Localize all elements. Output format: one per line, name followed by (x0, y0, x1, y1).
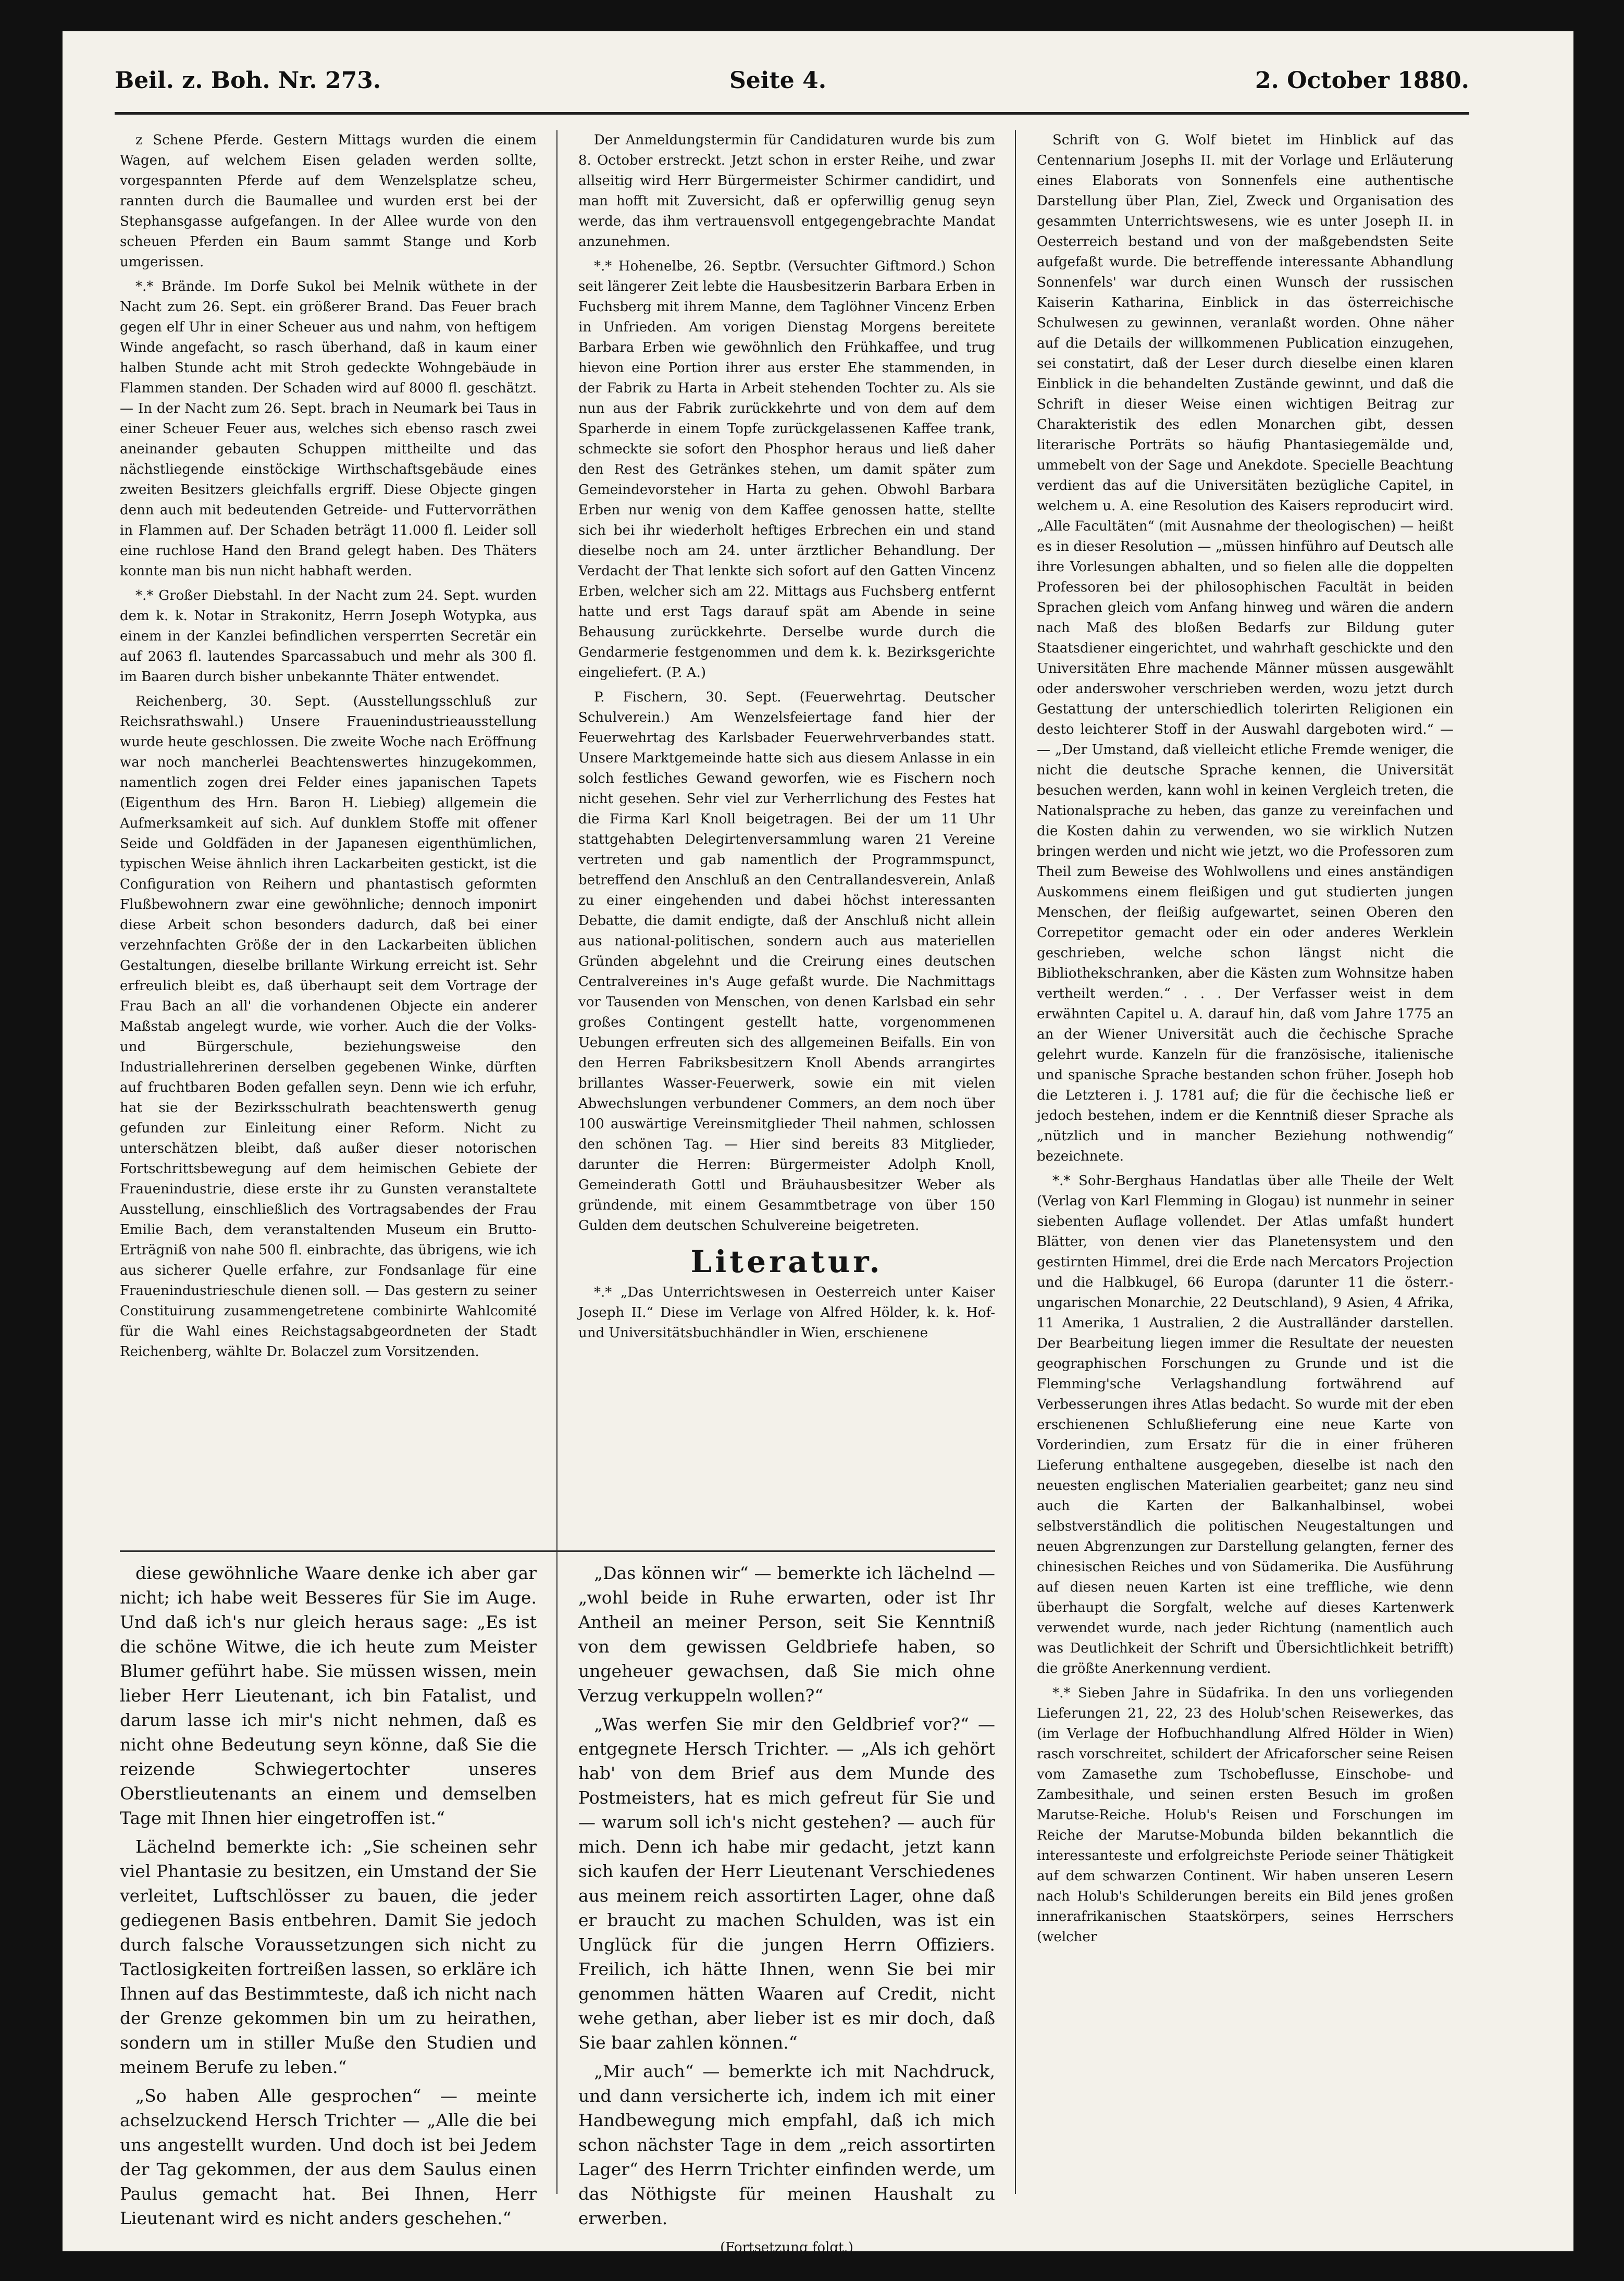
article-reichenberg: Reichenberg, 30. Sept. (Ausstellungsschluß zur Reichsrathswahl.) Unsere Frauenindustrieausstellung wurde heute geschlossen. Die zweite Woche nach Eröffnung war noch mancherlei Beachtenswertes hinzugekommen, namentlich zogen drei Felder eines japanischen Tapets (Eigenthum des Hrn. Baron H. Liebieg) allgemein die Aufmerksamkeit auf sich. Auf dunklem Stoffe mit offener Seide und Goldfäden in der Japanesen eigenthümlichen, typischen Weise ähnlich ihren Lackarbeiten gestickt, ist die Configuration von Reihern und phantastisch geformten Flußbewohnern zwar eine gewöhnliche; dennoch imponirt diese Arbeit schon besonders dadurch, daß bei einer verzehnfachten Größe der in den Lackarbeiten üblichen Gestaltungen, dieselbe brillante Wirkung erreicht ist. Sehr erfreulich bleibt es, daß überhaupt seit dem Vortrage der Frau Bach an all' die vorhandenen Objecte ein anderer Maßstab angelegt wurde, wie vorher. Auch die der Volks- und Bürgerschule, beziehungsweise den Industriallehrerinen derselben gegebenen Winke, dürften auf fruchtbaren Boden gefallen seyn. Denn wie ich erfuhr, hat sie der Bezirksschulrath beachtenswerth genug gefunden zur Einleitung einer Reform. Nicht zu unterschätzen bleibt, daß außer dieser notorischen Fortschrittsbewegung auf dem heimischen Gebiete der Frauenindustrie, diese erste ihr zu Gunsten veranstaltete Ausstellung, einschließlich des Vortragsabendes der Frau Emilie Bach, dem veranstaltenden Museum ein Brutto-Erträgniß von nahe 500 fl. einbrachte, das übrigens, wie ich aus sicherer Quelle erfahre, zur Fondsanlage für eine Frauenindustrieschule dienen soll. — Das gestern zu seiner Constituirung zusammengetretene combinirte Wahlcomité für die Wahl eines Reichstagsabgeordneten der Stadt Reichenberg, wählte Dr. Bolaczel zum Vorsitzenden. (120, 694, 537, 1360)
article-unterrichtswesen-cont: Schrift von G. Wolf bietet im Hinblick auf das Centennarium Josephs II. mit der Vorlage und Erläuterung eines Elaborats von Sonnenfels eine authentische Darstellung über Plan, Ziel, Zweck und Organisation des gesammten Unterrichtswesens, wie es unter Joseph II. in Oesterreich bestand und von der maßgebendsten Seite aufgefaßt wurde. Die betreffende interessante Abhandlung Sonnenfels' war durch einen Wunsch der russischen Kaiserin Katharina, Einblick in das österreichische Schulwesen zu gewinnen, veranlaßt worden. Ohne näher auf die Details der willkommenen Publication einzugehen, sei constatirt, daß der Leser durch dieselbe einen klaren Einblick in die behandelten Zustände gewinnt, und daß die Schrift in dieser Weise einen wichtigen Beitrag zur Charakteristik des edlen Monarchen gibt, dessen literarische Porträts so häufig Phantasiegemälde und, ummebelt von der Sage und Anekdote. Specielle Beachtung verdient das auf die Universitäten bezügliche Capitel, in welchem u. A. eine Resolution des Kaisers reproducirt wird. „Alle Facultäten“ (mit Ausnahme der theologischen) — heißt es in dieser Resolution — „müssen hinführo auf Deutsch alle ihre Vorlesungen abhalten, und so fielen alle die doppelten Professoren bei der philosophischen Facultät in beiden Sprachen gleich vom Anfang hinweg und wären die andern nach Maß des bloßen Bedarfs zur Bildung guter Staatsdiener eingerichtet, und wahrhaft geschickte und den Universitäten Ehre machende Männer müssen ausgewählt oder anderswoher verschrieben werden, wozu jetzt durch Gestattung der unterschiedlich tolerirten Religionen ein desto leichterer Stoff in der Auswahl dargeboten wird.“ — — „Der Umstand, daß vielleicht etliche Fremde weniger, die nicht die deutsche Sprache kennen, die Universität besuchen werden, kann wohl in keinen Vergleich treten, die Nationalsprache zu heben, das ganze zu vereinfachen und die Kosten dahin zu verwenden, wo sie wirklich Nutzen bringen werden und nicht wie jetzt, wo die Professoren zum Theil zum Beweise des Wohlwollens und eines anständigen Auskommens einem fleißigen und gut studierten jungen Menschen, der fleißig aufgewartet, seinen Oberen den Correpetitor gemacht oder ein oder anderes Werklein geschrieben, welche schon längst nicht die Bibliothekschranken, aber die Kästen zum Wohnsitze haben vertheilt werden.“ . . . Der Verfasser weist in dem erwähnten Capitel u. A. darauf hin, daß vom Jahre 1775 an an der Wiener Universität auch die čechische Sprache gelehrt wurde. Kanzeln für die französische, italienische und spanische Sprache bestanden schon früher. Joseph hob die Letzteren i. J. 1781 auf; die für die čechische ließ er jedoch bestehen, indem er die Kenntniß dieser Sprache als „nützlich und in mancher Beziehung nothwendig“ bezeichnete. (1037, 132, 1454, 1164)
header-rule (115, 112, 1469, 115)
article-handatlas: *.* Sohr-Berghaus Handatlas über alle Theile der Welt (Verlag von Karl Flemming in Glogau) ist nunmehr in seiner siebenten Auflage vollendet. Der Atlas umfaßt hundert Blätter, von denen vier das Planetensystem und den gestirnten Himmel, drei die Erde nach Mercators Projection und die Halbkugel, 66 Europa (darunter 11 die österr.-ungarischen Monarchie, 22 Deutschland), 9 Asien, 4 Afrika, 11 Amerika, 1 Australien, 2 die Australländer darstellen. Der Bearbeitung liegen immer die Resultate der neuesten geographischen Forschungen zu Grunde und ist die Flemming'sche Verlagshandlung fortwährend auf Verbesserungen ihres Atlas bedacht. So wurde mit der eben erschienenen Schlußlieferung eine neue Karte von Vorderindien, zum Ersatz für die in einer früheren Lieferung enthaltene ausgegeben, dieselbe ist nach den neuesten englischen Materialien gearbeitet; ganz neu sind auch die Karten der Balkanhalbinsel, wobei selbstverständlich die politischen Neugestaltungen und neuen Abgrenzungen zur Darstellung gelangten, ferner des chinesischen Reiches und von Südamerika. Die Ausführung auf diesen neuen Karten ist eine treffliche, wie denn überhaupt die Sorgfalt, welche auf dieses Kartenwerk verwendet wurde, nach jeder Richtung (namentlich auch was Deutlichkeit der Schrift und Übersichtlichkeit betrifft) die größte Anerkennung verdient. (1037, 1173, 1454, 1676)
header-date: 2. October 1880. (1255, 67, 1469, 94)
column-rule-1 (556, 130, 557, 2194)
feuilleton-left (120, 1561, 537, 2228)
feuilleton-left-p3: „So haben Alle gesprochen“ — meinte achselzuckend Hersch Trichter — „Alle die bei uns angestellt wurden. Und doch ist bei Jedem der Tag gekommen, der aus dem Saulus einen Paulus gemacht hat. Bei Ihnen, Herr Lieutenant wird es nicht anders geschehen.“ (120, 2086, 537, 2228)
article-reichenberg-cont: Der Anmeldungstermin für Candidaturen wurde bis zum 8. October erstreckt. Jetzt schon in erster Reihe, und zwar allseitig wird Herr Bürgermeister Schirmer candidirt, und man hofft mit Zuversicht, daß er opferwillig genug seyn werde, das ihm vertrauensvoll entgegengebrachte Mandat anzunehmen. (578, 132, 995, 250)
header-issue: Beil. z. Boh. Nr. 273. (115, 67, 381, 94)
page-header (115, 55, 1469, 102)
feuilleton-right (578, 1561, 995, 2255)
feuilleton-left-p1: diese gewöhnliche Waare denke ich aber gar nicht; ich habe weit Besseres für Sie im Auge. Und daß ich's nur gleich heraus sage: „Es ist die schöne Witwe, die ich heute zum Meister Blumer geführt habe. Sie müssen wissen, mein lieber Herr Lieutenant, ich bin Fatalist, und darum lasse ich mir's nicht nehmen, daß es nicht ohne Bedeutung seyn könne, daß Sie die reizende Schwiegertochter unseres Oberstlieutenants an einem und demselben Tage mit Ihnen hier eingetroffen ist.“ (120, 1563, 537, 1828)
literatur-heading: Literatur. (690, 1244, 883, 1279)
article-fischern: P. Fischern, 30. Sept. (Feuerwehrtag. Deutscher Schulverein.) Am Wenzelsfeiertage fand hier der Feuerwehrtag des Karlsbader Feuerwehrverbandes statt. Unsere Marktgemeinde hatte sich aus diesem Anlasse in ein solch festliches Gewand geworfen, wie es Fischern noch nicht gesehen. Sehr viel zur Verherrlichung des Festes hat die Firma Karl Knoll beigetragen. Bei der um 11 Uhr stattgehabten Delegirtenversammlung waren 21 Vereine vertreten und gab namentlich der Programmspunct, betreffend den Anschluß an den Centrallandesverein, Anlaß zu einer eingehenden und dabei höchst interessanten Debatte, die damit endigte, daß der Anschluß nicht allein aus national-politischen, sondern auch aus materiellen Gründen abgelehnt und die Creirung eines deutschen Centralvereines in's Auge gefaßt wurde. Die Nachmittags vor Tausenden von Menschen, von denen Karlsbad ein sehr großes Contingent gestellt hatte, vorgenommenen Uebungen erfreuten sich des allgemeinen Beifalls. Ein von den Herren Fabriksbesitzern Knoll Abends arrangirtes brillantes Wasser-Feuerwerk, sowie ein mit vielen Abwechslungen verbundener Commers, an dem noch über 100 auswärtige Vereinsmitglieder Theil nahmen, schlossen den schönen Tag. — Hier sind bereits 83 Mitglieder, darunter die Herren: Bürgermeister Adolph Knoll, Gemeinderath Gottl und Bräuhausbesitzer Weber als gründende, mit einem Gesammtbetrage von über 150 Gulden dem deutschen Schulvereine beigetreten. (578, 689, 995, 1234)
feuilleton-right-p3: „Mir auch“ — bemerkte ich mit Nachdruck, und dann versicherte ich, indem ich mit einer Handbewegung mich empfahl, daß ich mich schon nächster Tage in dem „reich assortirten Lager“ des Herrn Trichter einfinden werde, um das Nöthigste für meinen Haushalt zu erwerben. (578, 2061, 995, 2228)
article-sieben-jahre: *.* Sieben Jahre in Südafrika. In den uns vorliegenden Lieferungen 21, 22, 23 des Holub'schen Reisewerkes, das (im Verlage der Hofbuchhandlung Alfred Hölder in Wien) rasch vorschreitet, schildert der Africaforscher seine Reisen vom Zamasethe zum Tschobeflusse, Einschobe- und Zambesithale, und seinen ersten Besuch im großen Marutse-Reiche. Holub's Reisen und Forschungen im Reiche der Marutse-Mobunda bilden bekanntlich die interessanteste und erfolgreichste Periode seiner Thätigkeit auf dem schwarzen Continent. Wir haben unseren Lesern nach Holub's Schilderungen bereits ein Bild jenes großen innerafrikanischen Staatskörpers, seines Herrschers (welcher (1037, 1685, 1454, 1945)
column-1-news (120, 130, 537, 1362)
article-braende: *.* Brände. Im Dorfe Sukol bei Melnik wüthete in der Nacht zum 26. Sept. ein größerer Brand. Das Feuer brach gegen elf Uhr in einer Scheuer aus und nahm, von heftigem Winde angefacht, so rasch überhand, daß in kaum einer halben Stunde acht mit Stroh gedeckte Wohngebäude in Flammen standen. Der Schaden wird auf 8000 fl. geschätzt. — In der Nacht zum 26. Sept. brach in Neumark bei Taus in einer Scheuer Feuer aus, welches sich ebenso rasch zwei aneinander gebauten Schuppen mittheilte und das nächstliegende einstöckige Wirthschaftsgebäude eines zweiten Besitzers gleichfalls ergriff. Diese Objecte gingen denn auch mit bedeutenden Getreide- und Futtervorräthen in Flammen auf. Der Schaden beträgt 11.000 fl. Leider soll eine ruchlose Hand den Brand gelegt haben. Des Thäters konnte man bis nun nicht habhaft werden. (120, 279, 537, 579)
fortsetzung-note: (Fortsetzung folgt.) (720, 2240, 853, 2255)
header-page-number: Seite 4. (729, 67, 827, 94)
article-unterrichtswesen: *.* „Das Unterrichtswesen in Oesterreich unter Kaiser Joseph II.“ Diese im Verlage von Alfred Hölder, k. k. Hof- und Universitätsbuchhändler in Wien, erschienene (578, 1285, 995, 1341)
feuilleton-left-p2: Lächelnd bemerkte ich: „Sie scheinen sehr viel Phantasie zu besitzen, ein Umstand der Sie verleitet, Luftschlösser zu bauen, die jeder gediegenen Basis entbehren. Damit Sie jedoch durch falsche Voraussetzungen sich nicht zu Tactlosigkeiten fortreißen lassen, so erkläre ich Ihnen auf das Bestimmteste, daß ich nicht nach der Grenze gekommen bin um zu heirathen, sondern um in stiller Muße den Studien und meinem Berufe zu leben.“ (120, 1836, 537, 2077)
article-scheue-pferde: z Schene Pferde. Gestern Mittags wurden die einem Wagen, auf welchem Eisen geladen werden sollte, vorgespannten Pferde auf dem Wenzelsplatze scheu, rannten durch die Baumallee und wurden erst bei der Stephansgasse aufgefangen. In der Allee wurde von den scheuen Pferden ein Baum sammt Stange und Korb umgerissen. (120, 132, 537, 270)
column-rule-2 (1015, 130, 1016, 2194)
article-diebstahl: *.* Großer Diebstahl. In der Nacht zum 24. Sept. wurden dem k. k. Notar in Strakonitz, Herrn Joseph Wotypka, aus einem in der Kanzlei befindlichen versperrten Secretär ein auf 2063 fl. lautendes Sparcassabuch und mehr als 300 fl. im Baaren durch bisher unbekannte Thäter entwendet. (120, 588, 537, 685)
feuilleton-right-p2: „Was werfen Sie mir den Geldbrief vor?“ — entgegnete Hersch Trichter. — „Als ich gehört hab' von dem Brief aus dem Munde des Postmeisters, hat es mich gefreut für Sie und — warum soll ich's nicht gestehen? — auch für mich. Denn ich habe mir gedacht, jetzt kann sich kaufen der Herr Lieutenant Verschiedenes aus meinem reich assortirten Lager, ohne daß er braucht zu machen Schulden, was ist ein Unglück für die jungen Herrn Offiziers. Freilich, ich hätte Ihnen, wenn Sie bei mir genommen hätten Waaren auf Credit, nicht wehe gethan, aber lieber ist es mir doch, daß Sie baar zahlen können.“ (578, 1714, 995, 2053)
article-hohenelbe: *.* Hohenelbe, 26. Septbr. (Versuchter Giftmord.) Schon seit längerer Zeit lebte die Hausbesitzerin Barbara Erben in Fuchsberg mit ihrem Manne, dem Taglöhner Vincenz Erben in Unfrieden. Am vorigen Dienstag Morgens bereitete Barbara Erben wie gewöhnlich den Frühkaffee, und trug hievon eine Portion ihrer aus erster Ehe stammenden, in der Fabrik zu Harta in Arbeit stehenden Tochter zu. Als sie nun aus der Fabrik zurückkehrte und von dem auf dem Sparherde in einem Topfe zurückgelassenen Kaffee trank, schmeckte sie sofort den Phosphor heraus und ließ daher den Rest des Getränkes stehen, um damit später zum Gemeindevorsteher in Harta zu gehen. Obwohl Barbara Erben nur wenig von dem Kaffee genossen hatte, stellte sich bei ihr wiederholt heftiges Erbrechen ein und stand dieselbe noch am 24. unter ärztlicher Behandlung. Der Verdacht der That lenkte sich sofort auf den Gatten Vincenz Erben, welcher sich am 22. Mittags aus Fuchsberg entfernt hatte und erst Tags darauf spät am Abende in seine Behausung zurückkehrte. Derselbe wurde durch die Gendarmerie festgenommen und dem k. k. Bezirksgerichte eingeliefert. (P. A.) (578, 258, 995, 681)
feuilleton-rule (120, 1550, 995, 1552)
feuilleton-right-p1: „Das können wir“ — bemerkte ich lächelnd — „wohl beide in Ruhe erwarten, oder ist Ihr Antheil an meiner Person, seit Sie Kenntniß von dem gewissen Geldbriefe haben, so ungeheuer gewachsen, daß Sie mich ohne Verzug verkuppeln wollen?“ (578, 1563, 995, 1706)
column-3 (1037, 130, 1454, 2204)
